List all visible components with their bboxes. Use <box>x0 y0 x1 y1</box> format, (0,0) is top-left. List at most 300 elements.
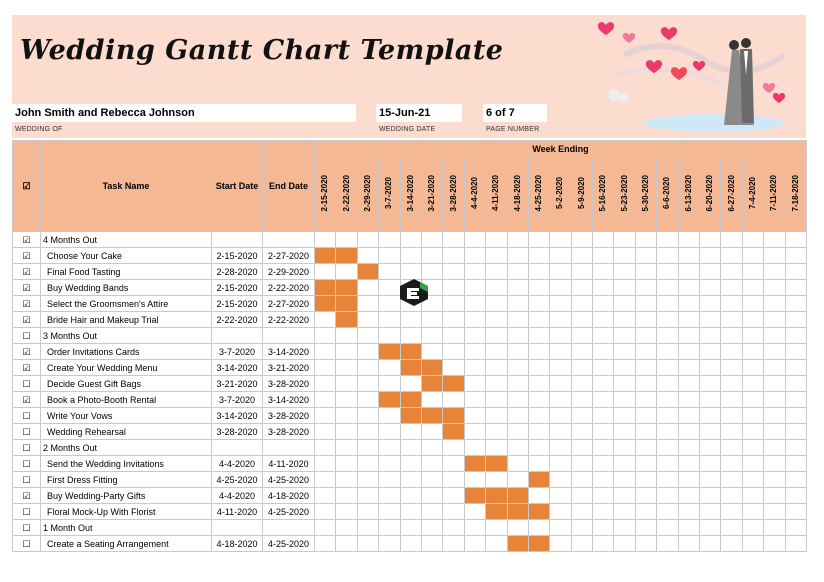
gantt-cell[interactable] <box>486 328 507 344</box>
gantt-cell[interactable] <box>678 456 699 472</box>
gantt-cell[interactable] <box>635 392 656 408</box>
gantt-cell[interactable] <box>678 360 699 376</box>
checkbox-checked[interactable]: ☑ <box>13 232 41 248</box>
gantt-bar-cell[interactable] <box>443 408 464 424</box>
gantt-cell[interactable] <box>571 504 592 520</box>
gantt-cell[interactable] <box>593 296 614 312</box>
gantt-cell[interactable] <box>507 296 528 312</box>
gantt-cell[interactable] <box>550 280 571 296</box>
gantt-cell[interactable] <box>678 488 699 504</box>
gantt-cell[interactable] <box>635 360 656 376</box>
gantt-cell[interactable] <box>614 264 635 280</box>
gantt-cell[interactable] <box>635 264 656 280</box>
gantt-cell[interactable] <box>571 248 592 264</box>
task-name-cell[interactable]: Buy Wedding-Party Gifts <box>41 488 212 504</box>
gantt-cell[interactable] <box>614 392 635 408</box>
gantt-cell[interactable] <box>315 440 336 456</box>
gantt-bar-cell[interactable] <box>357 264 378 280</box>
gantt-bar-cell[interactable] <box>379 392 400 408</box>
gantt-cell[interactable] <box>421 536 442 552</box>
gantt-cell[interactable] <box>357 248 378 264</box>
task-name-cell[interactable]: Book a Photo-Booth Rental <box>41 392 212 408</box>
gantt-cell[interactable] <box>464 440 485 456</box>
gantt-cell[interactable] <box>742 536 763 552</box>
task-name-cell[interactable]: Order Invitations Cards <box>41 344 212 360</box>
gantt-cell[interactable] <box>721 440 742 456</box>
end-date-cell[interactable]: 4-11-2020 <box>263 456 315 472</box>
start-date-cell[interactable]: 3-21-2020 <box>212 376 263 392</box>
gantt-cell[interactable] <box>315 424 336 440</box>
gantt-cell[interactable] <box>571 296 592 312</box>
gantt-cell[interactable] <box>486 392 507 408</box>
gantt-cell[interactable] <box>571 264 592 280</box>
end-date-cell[interactable]: 3-21-2020 <box>263 360 315 376</box>
start-date-cell[interactable]: 2-28-2020 <box>212 264 263 280</box>
start-date-cell[interactable] <box>212 520 263 536</box>
task-name-cell[interactable]: Bride Hair and Makeup Trial <box>41 312 212 328</box>
gantt-cell[interactable] <box>635 424 656 440</box>
gantt-cell[interactable] <box>421 232 442 248</box>
gantt-cell[interactable] <box>528 440 549 456</box>
gantt-cell[interactable] <box>785 440 806 456</box>
start-date-cell[interactable]: 4-18-2020 <box>212 536 263 552</box>
gantt-cell[interactable] <box>379 296 400 312</box>
task-name-cell[interactable]: 2 Months Out <box>41 440 212 456</box>
gantt-cell[interactable] <box>593 472 614 488</box>
gantt-cell[interactable] <box>614 520 635 536</box>
start-date-cell[interactable] <box>212 232 263 248</box>
gantt-cell[interactable] <box>721 280 742 296</box>
task-name-cell[interactable]: Create a Seating Arrangement <box>41 536 212 552</box>
gantt-bar-cell[interactable] <box>400 360 421 376</box>
gantt-cell[interactable] <box>657 520 678 536</box>
gantt-cell[interactable] <box>700 248 721 264</box>
gantt-cell[interactable] <box>421 392 442 408</box>
gantt-cell[interactable] <box>593 488 614 504</box>
gantt-cell[interactable] <box>657 344 678 360</box>
gantt-cell[interactable] <box>357 472 378 488</box>
gantt-cell[interactable] <box>742 440 763 456</box>
gantt-cell[interactable] <box>721 264 742 280</box>
gantt-cell[interactable] <box>357 232 378 248</box>
gantt-cell[interactable] <box>657 456 678 472</box>
gantt-cell[interactable] <box>421 472 442 488</box>
gantt-cell[interactable] <box>528 408 549 424</box>
gantt-cell[interactable] <box>657 504 678 520</box>
gantt-cell[interactable] <box>550 536 571 552</box>
gantt-cell[interactable] <box>421 424 442 440</box>
gantt-cell[interactable] <box>614 360 635 376</box>
gantt-cell[interactable] <box>635 536 656 552</box>
gantt-cell[interactable] <box>550 424 571 440</box>
gantt-cell[interactable] <box>571 376 592 392</box>
gantt-cell[interactable] <box>721 504 742 520</box>
task-name-cell[interactable]: Select the Groomsmen's Attire <box>41 296 212 312</box>
gantt-cell[interactable] <box>379 456 400 472</box>
gantt-cell[interactable] <box>357 536 378 552</box>
wedding-date-field[interactable]: 15-Jun-21 <box>376 104 462 122</box>
gantt-cell[interactable] <box>678 536 699 552</box>
gantt-cell[interactable] <box>550 488 571 504</box>
gantt-cell[interactable] <box>357 488 378 504</box>
gantt-cell[interactable] <box>721 344 742 360</box>
task-name-cell[interactable]: Send the Wedding Invitations <box>41 456 212 472</box>
task-name-cell[interactable]: Buy Wedding Bands <box>41 280 212 296</box>
gantt-cell[interactable] <box>379 232 400 248</box>
gantt-cell[interactable] <box>571 440 592 456</box>
gantt-cell[interactable] <box>678 408 699 424</box>
gantt-cell[interactable] <box>571 360 592 376</box>
gantt-cell[interactable] <box>721 296 742 312</box>
gantt-cell[interactable] <box>635 280 656 296</box>
gantt-cell[interactable] <box>614 472 635 488</box>
gantt-cell[interactable] <box>464 392 485 408</box>
gantt-cell[interactable] <box>700 232 721 248</box>
gantt-cell[interactable] <box>764 360 785 376</box>
gantt-cell[interactable] <box>464 408 485 424</box>
gantt-cell[interactable] <box>571 520 592 536</box>
gantt-cell[interactable] <box>464 520 485 536</box>
gantt-cell[interactable] <box>721 232 742 248</box>
gantt-bar-cell[interactable] <box>336 280 357 296</box>
end-date-cell[interactable] <box>263 440 315 456</box>
gantt-cell[interactable] <box>742 232 763 248</box>
gantt-cell[interactable] <box>700 312 721 328</box>
gantt-cell[interactable] <box>571 488 592 504</box>
gantt-cell[interactable] <box>764 328 785 344</box>
gantt-cell[interactable] <box>678 504 699 520</box>
gantt-cell[interactable] <box>528 520 549 536</box>
gantt-cell[interactable] <box>593 456 614 472</box>
gantt-bar-cell[interactable] <box>443 376 464 392</box>
gantt-cell[interactable] <box>678 328 699 344</box>
task-name-cell[interactable]: 4 Months Out <box>41 232 212 248</box>
gantt-cell[interactable] <box>742 488 763 504</box>
gantt-cell[interactable] <box>614 280 635 296</box>
gantt-cell[interactable] <box>614 424 635 440</box>
gantt-cell[interactable] <box>700 280 721 296</box>
gantt-cell[interactable] <box>336 328 357 344</box>
gantt-cell[interactable] <box>357 504 378 520</box>
gantt-cell[interactable] <box>550 376 571 392</box>
gantt-cell[interactable] <box>657 296 678 312</box>
gantt-cell[interactable] <box>336 536 357 552</box>
gantt-cell[interactable] <box>785 344 806 360</box>
gantt-bar-cell[interactable] <box>379 344 400 360</box>
gantt-cell[interactable] <box>550 344 571 360</box>
gantt-cell[interactable] <box>700 264 721 280</box>
gantt-cell[interactable] <box>785 520 806 536</box>
gantt-cell[interactable] <box>379 376 400 392</box>
gantt-cell[interactable] <box>764 440 785 456</box>
gantt-cell[interactable] <box>528 456 549 472</box>
gantt-cell[interactable] <box>657 376 678 392</box>
gantt-cell[interactable] <box>443 488 464 504</box>
task-name-cell[interactable]: Floral Mock-Up With Florist <box>41 504 212 520</box>
gantt-cell[interactable] <box>336 456 357 472</box>
gantt-cell[interactable] <box>678 280 699 296</box>
gantt-cell[interactable] <box>678 424 699 440</box>
checkbox-unchecked[interactable]: ☐ <box>13 536 41 552</box>
gantt-cell[interactable] <box>443 520 464 536</box>
gantt-cell[interactable] <box>678 264 699 280</box>
gantt-cell[interactable] <box>764 344 785 360</box>
start-date-cell[interactable]: 4-11-2020 <box>212 504 263 520</box>
gantt-cell[interactable] <box>315 264 336 280</box>
gantt-cell[interactable] <box>593 376 614 392</box>
end-date-cell[interactable]: 3-28-2020 <box>263 424 315 440</box>
gantt-cell[interactable] <box>700 360 721 376</box>
gantt-cell[interactable] <box>528 424 549 440</box>
gantt-cell[interactable] <box>336 392 357 408</box>
gantt-cell[interactable] <box>742 408 763 424</box>
gantt-cell[interactable] <box>336 360 357 376</box>
checkbox-checked[interactable]: ☑ <box>13 488 41 504</box>
gantt-cell[interactable] <box>614 376 635 392</box>
end-date-cell[interactable]: 4-25-2020 <box>263 536 315 552</box>
gantt-bar-cell[interactable] <box>315 280 336 296</box>
gantt-cell[interactable] <box>742 312 763 328</box>
gantt-cell[interactable] <box>421 440 442 456</box>
gantt-cell[interactable] <box>379 424 400 440</box>
gantt-cell[interactable] <box>700 440 721 456</box>
gantt-cell[interactable] <box>550 232 571 248</box>
gantt-cell[interactable] <box>379 520 400 536</box>
gantt-cell[interactable] <box>550 408 571 424</box>
gantt-cell[interactable] <box>486 408 507 424</box>
gantt-cell[interactable] <box>785 472 806 488</box>
gantt-cell[interactable] <box>721 248 742 264</box>
gantt-cell[interactable] <box>443 296 464 312</box>
start-date-cell[interactable]: 2-15-2020 <box>212 296 263 312</box>
gantt-cell[interactable] <box>678 296 699 312</box>
gantt-cell[interactable] <box>635 248 656 264</box>
gantt-cell[interactable] <box>443 392 464 408</box>
gantt-cell[interactable] <box>764 248 785 264</box>
start-date-cell[interactable]: 3-28-2020 <box>212 424 263 440</box>
gantt-cell[interactable] <box>315 536 336 552</box>
gantt-cell[interactable] <box>635 296 656 312</box>
gantt-cell[interactable] <box>464 344 485 360</box>
gantt-cell[interactable] <box>486 360 507 376</box>
gantt-cell[interactable] <box>742 520 763 536</box>
gantt-cell[interactable] <box>421 328 442 344</box>
gantt-cell[interactable] <box>571 424 592 440</box>
gantt-cell[interactable] <box>614 536 635 552</box>
gantt-cell[interactable] <box>486 264 507 280</box>
gantt-cell[interactable] <box>571 536 592 552</box>
gantt-cell[interactable] <box>614 328 635 344</box>
gantt-cell[interactable] <box>721 456 742 472</box>
gantt-cell[interactable] <box>657 488 678 504</box>
gantt-cell[interactable] <box>507 360 528 376</box>
gantt-cell[interactable] <box>593 392 614 408</box>
gantt-cell[interactable] <box>700 424 721 440</box>
gantt-cell[interactable] <box>764 392 785 408</box>
gantt-cell[interactable] <box>764 264 785 280</box>
gantt-cell[interactable] <box>678 392 699 408</box>
gantt-cell[interactable] <box>315 376 336 392</box>
gantt-cell[interactable] <box>315 360 336 376</box>
gantt-cell[interactable] <box>357 296 378 312</box>
gantt-cell[interactable] <box>357 424 378 440</box>
gantt-cell[interactable] <box>379 536 400 552</box>
gantt-cell[interactable] <box>464 248 485 264</box>
gantt-cell[interactable] <box>507 344 528 360</box>
gantt-cell[interactable] <box>507 328 528 344</box>
end-date-cell[interactable]: 2-22-2020 <box>263 312 315 328</box>
gantt-cell[interactable] <box>785 360 806 376</box>
gantt-cell[interactable] <box>678 520 699 536</box>
gantt-bar-cell[interactable] <box>528 536 549 552</box>
gantt-cell[interactable] <box>443 472 464 488</box>
gantt-cell[interactable] <box>657 232 678 248</box>
task-name-cell[interactable]: Final Food Tasting <box>41 264 212 280</box>
gantt-cell[interactable] <box>593 424 614 440</box>
gantt-bar-cell[interactable] <box>528 472 549 488</box>
gantt-cell[interactable] <box>336 472 357 488</box>
gantt-cell[interactable] <box>379 248 400 264</box>
gantt-cell[interactable] <box>528 376 549 392</box>
gantt-cell[interactable] <box>464 472 485 488</box>
gantt-cell[interactable] <box>443 232 464 248</box>
gantt-cell[interactable] <box>785 248 806 264</box>
end-date-cell[interactable]: 3-28-2020 <box>263 408 315 424</box>
gantt-cell[interactable] <box>400 520 421 536</box>
gantt-cell[interactable] <box>464 504 485 520</box>
gantt-cell[interactable] <box>357 520 378 536</box>
gantt-cell[interactable] <box>785 376 806 392</box>
gantt-cell[interactable] <box>785 328 806 344</box>
gantt-cell[interactable] <box>464 328 485 344</box>
gantt-cell[interactable] <box>336 440 357 456</box>
gantt-cell[interactable] <box>700 408 721 424</box>
gantt-bar-cell[interactable] <box>336 248 357 264</box>
gantt-cell[interactable] <box>764 376 785 392</box>
gantt-cell[interactable] <box>593 360 614 376</box>
gantt-cell[interactable] <box>400 488 421 504</box>
gantt-cell[interactable] <box>721 376 742 392</box>
gantt-cell[interactable] <box>700 296 721 312</box>
task-name-cell[interactable]: Write Your Vows <box>41 408 212 424</box>
gantt-cell[interactable] <box>700 472 721 488</box>
gantt-cell[interactable] <box>721 472 742 488</box>
gantt-cell[interactable] <box>315 328 336 344</box>
gantt-cell[interactable] <box>614 344 635 360</box>
gantt-cell[interactable] <box>528 264 549 280</box>
gantt-cell[interactable] <box>315 408 336 424</box>
gantt-cell[interactable] <box>593 408 614 424</box>
end-date-cell[interactable] <box>263 328 315 344</box>
gantt-cell[interactable] <box>614 408 635 424</box>
gantt-cell[interactable] <box>785 280 806 296</box>
gantt-cell[interactable] <box>507 376 528 392</box>
gantt-cell[interactable] <box>357 408 378 424</box>
gantt-cell[interactable] <box>315 504 336 520</box>
gantt-cell[interactable] <box>507 456 528 472</box>
gantt-cell[interactable] <box>357 344 378 360</box>
gantt-cell[interactable] <box>550 440 571 456</box>
gantt-cell[interactable] <box>657 328 678 344</box>
gantt-cell[interactable] <box>486 472 507 488</box>
gantt-cell[interactable] <box>635 440 656 456</box>
gantt-cell[interactable] <box>657 312 678 328</box>
gantt-cell[interactable] <box>785 504 806 520</box>
checkbox-checked[interactable]: ☑ <box>13 392 41 408</box>
gantt-cell[interactable] <box>400 456 421 472</box>
gantt-cell[interactable] <box>635 456 656 472</box>
gantt-cell[interactable] <box>635 488 656 504</box>
gantt-cell[interactable] <box>464 424 485 440</box>
gantt-bar-cell[interactable] <box>486 456 507 472</box>
gantt-cell[interactable] <box>315 472 336 488</box>
gantt-cell[interactable] <box>507 312 528 328</box>
gantt-bar-cell[interactable] <box>464 488 485 504</box>
checkbox-unchecked[interactable]: ☐ <box>13 424 41 440</box>
gantt-cell[interactable] <box>571 456 592 472</box>
gantt-cell[interactable] <box>614 248 635 264</box>
gantt-cell[interactable] <box>464 360 485 376</box>
gantt-cell[interactable] <box>593 280 614 296</box>
gantt-cell[interactable] <box>678 312 699 328</box>
end-date-cell[interactable]: 3-14-2020 <box>263 392 315 408</box>
gantt-bar-cell[interactable] <box>336 296 357 312</box>
gantt-cell[interactable] <box>593 440 614 456</box>
end-date-cell[interactable]: 2-22-2020 <box>263 280 315 296</box>
gantt-cell[interactable] <box>315 392 336 408</box>
checkbox-checked[interactable]: ☑ <box>13 312 41 328</box>
gantt-cell[interactable] <box>507 520 528 536</box>
gantt-cell[interactable] <box>721 424 742 440</box>
gantt-cell[interactable] <box>357 312 378 328</box>
gantt-cell[interactable] <box>486 376 507 392</box>
gantt-cell[interactable] <box>443 440 464 456</box>
gantt-cell[interactable] <box>657 280 678 296</box>
gantt-cell[interactable] <box>315 520 336 536</box>
gantt-cell[interactable] <box>764 504 785 520</box>
gantt-cell[interactable] <box>571 344 592 360</box>
gantt-cell[interactable] <box>550 264 571 280</box>
gantt-cell[interactable] <box>742 392 763 408</box>
gantt-cell[interactable] <box>614 312 635 328</box>
gantt-cell[interactable] <box>678 376 699 392</box>
gantt-cell[interactable] <box>464 232 485 248</box>
gantt-cell[interactable] <box>528 328 549 344</box>
gantt-cell[interactable] <box>764 488 785 504</box>
gantt-cell[interactable] <box>742 280 763 296</box>
gantt-cell[interactable] <box>785 536 806 552</box>
gantt-bar-cell[interactable] <box>315 248 336 264</box>
gantt-cell[interactable] <box>721 360 742 376</box>
gantt-cell[interactable] <box>315 312 336 328</box>
gantt-cell[interactable] <box>550 520 571 536</box>
page-number-field[interactable]: 6 of 7 <box>483 104 547 122</box>
gantt-bar-cell[interactable] <box>400 408 421 424</box>
gantt-cell[interactable] <box>315 456 336 472</box>
gantt-cell[interactable] <box>464 280 485 296</box>
start-date-cell[interactable]: 3-7-2020 <box>212 344 263 360</box>
gantt-cell[interactable] <box>443 264 464 280</box>
gantt-cell[interactable] <box>614 232 635 248</box>
gantt-cell[interactable] <box>400 232 421 248</box>
start-date-cell[interactable]: 3-14-2020 <box>212 408 263 424</box>
gantt-cell[interactable] <box>785 232 806 248</box>
gantt-cell[interactable] <box>357 280 378 296</box>
gantt-cell[interactable] <box>443 344 464 360</box>
gantt-cell[interactable] <box>336 488 357 504</box>
gantt-cell[interactable] <box>764 296 785 312</box>
gantt-cell[interactable] <box>593 520 614 536</box>
